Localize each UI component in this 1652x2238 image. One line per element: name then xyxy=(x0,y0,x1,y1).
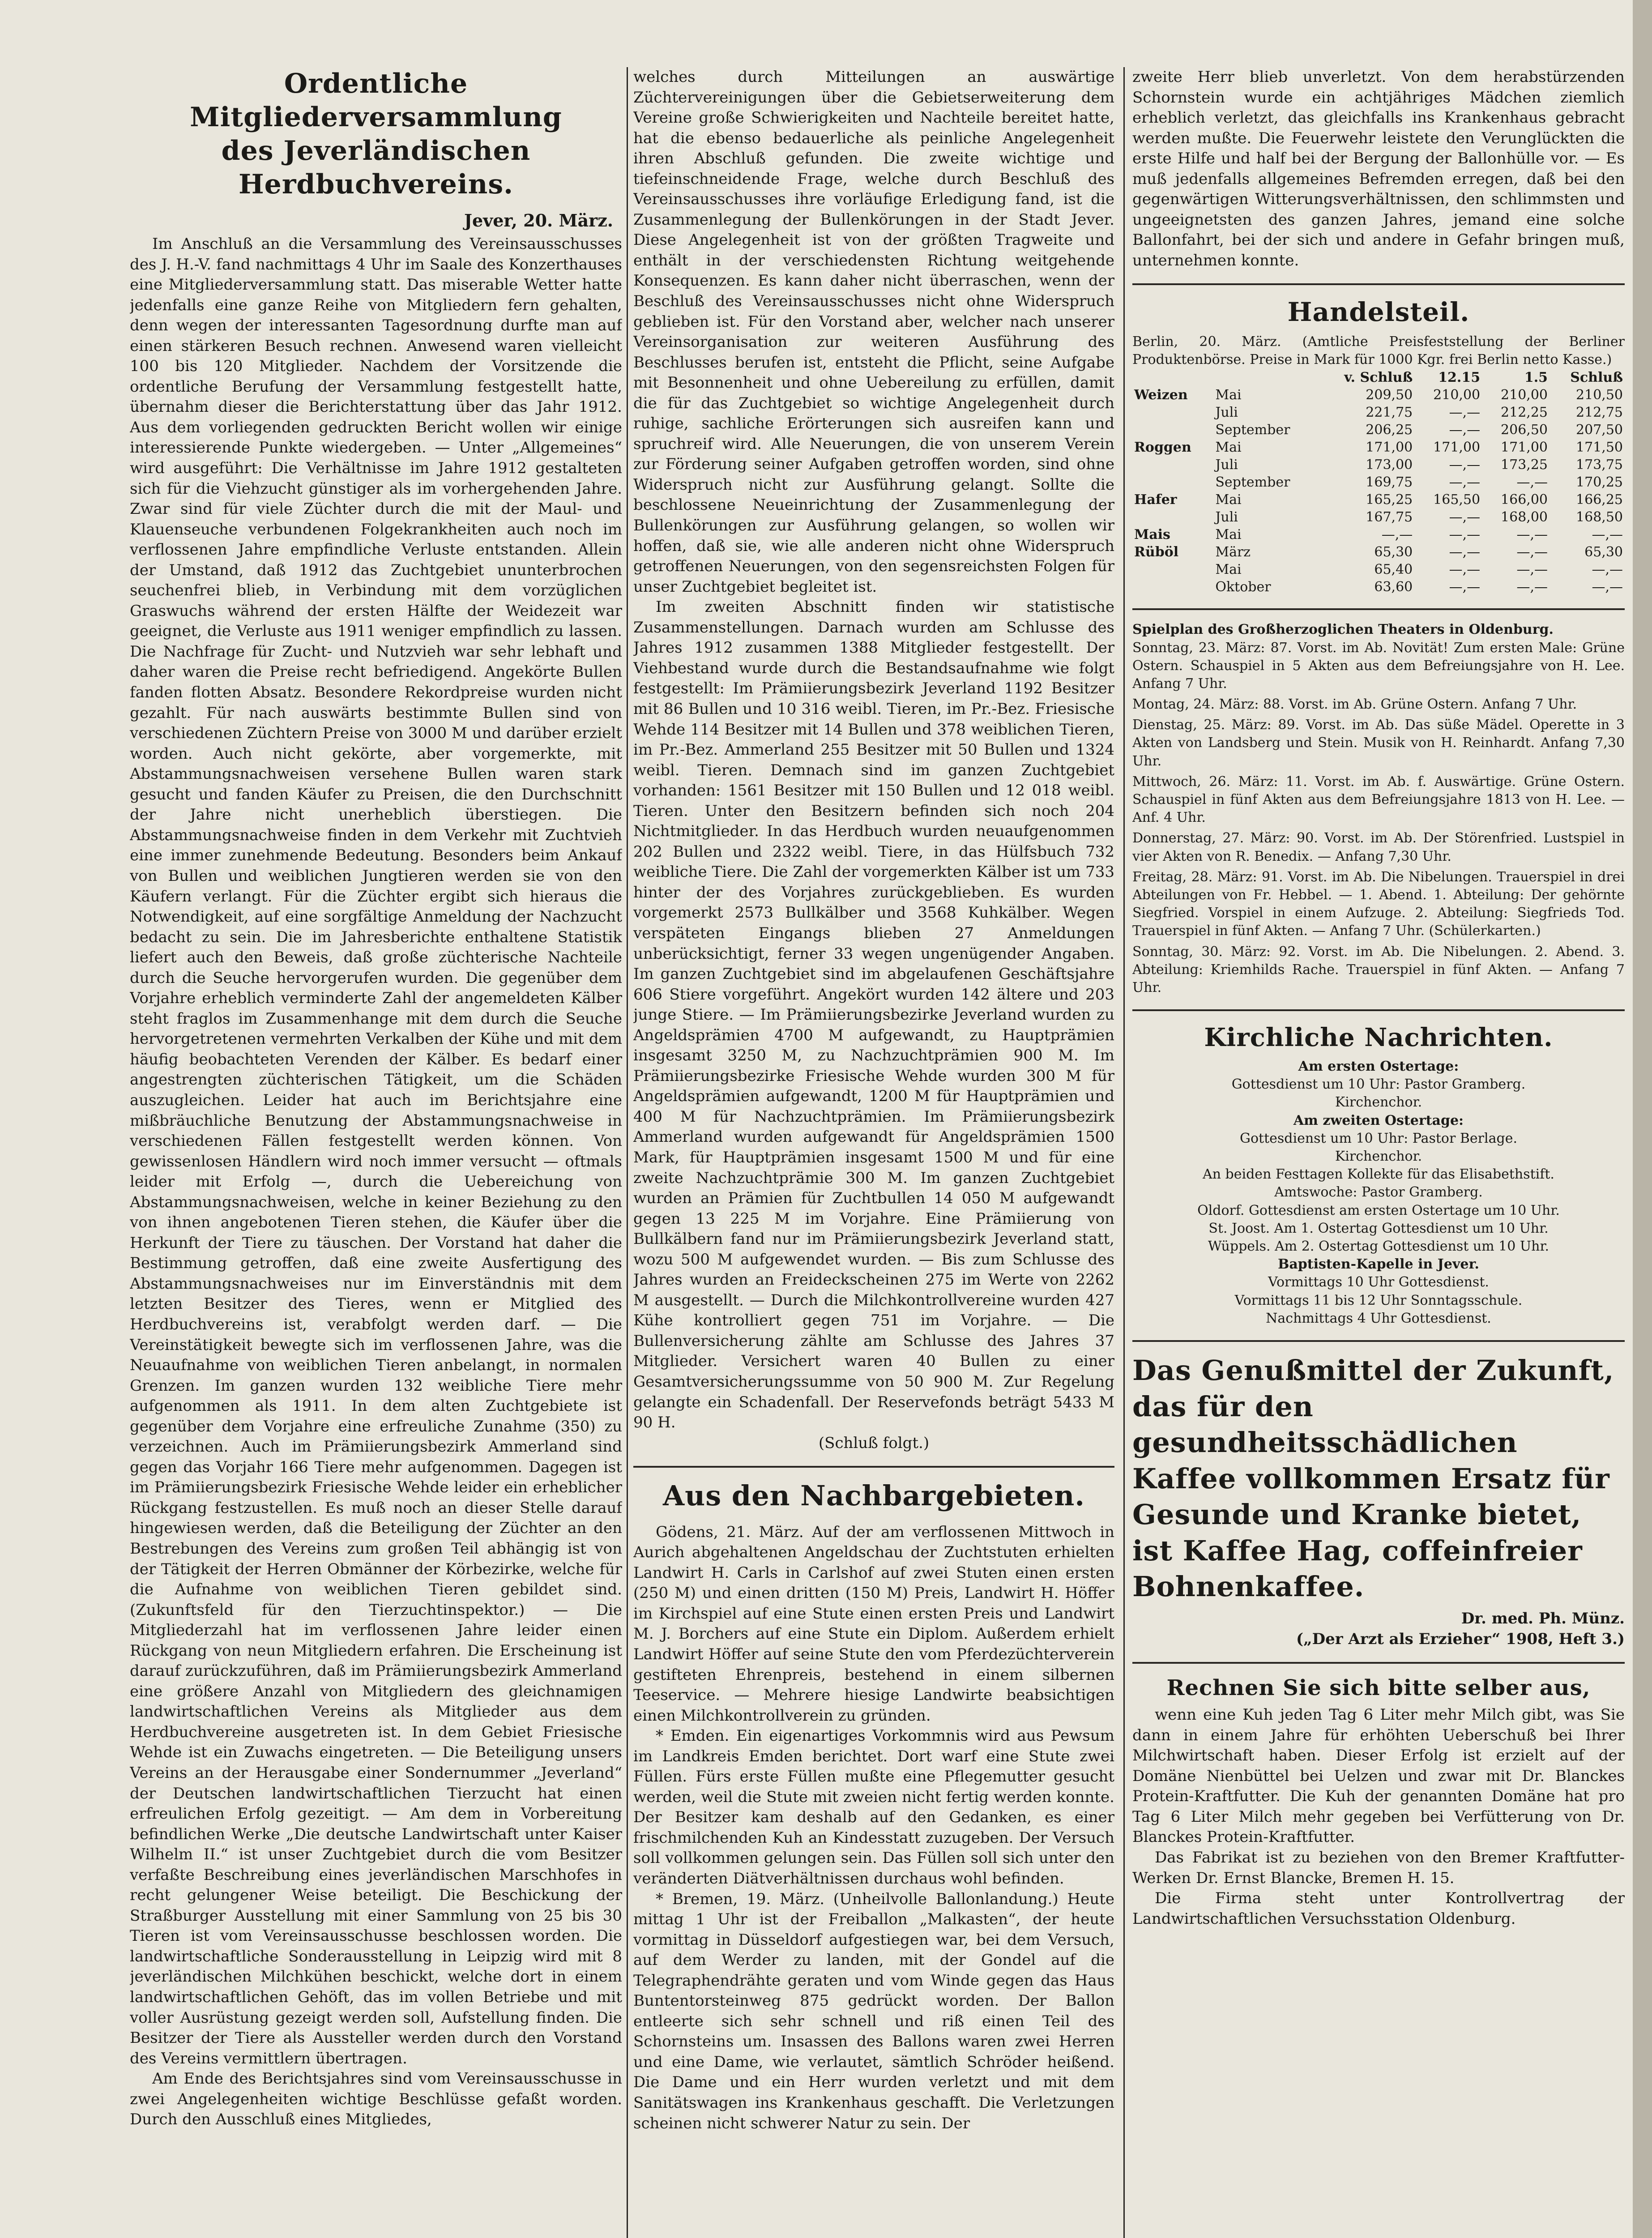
table-cell: Oktober xyxy=(1215,579,1271,595)
kirche-line: Kirchenchor. xyxy=(1335,1094,1422,1110)
table-cell: 173,25 xyxy=(1501,457,1548,473)
spielplan-entry: Mittwoch, 26. März: 11. Vorst. im Ab. f. Auswärtige. Grüne Ostern. Schauspiel in fünf Akten aus dem Befreiungsjahre 1813 von H. Lee. — Anf. 4 Uhr. xyxy=(1132,773,1625,826)
column-3 xyxy=(1132,67,1625,2238)
price-table xyxy=(1132,369,1625,596)
table-cell: —,— xyxy=(1516,544,1548,560)
table-header xyxy=(1213,369,1318,386)
kirche-line: Am ersten Ostertage: xyxy=(1298,1059,1459,1075)
article-headline xyxy=(130,67,622,201)
table-cell: Mai xyxy=(1215,387,1242,403)
table-cell xyxy=(1132,474,1213,491)
handel-title: Handelsteil. xyxy=(1287,297,1470,328)
table-cell xyxy=(1132,404,1213,421)
advert-title: Rechnen Sie sich bitte selber aus, xyxy=(1166,1675,1591,1701)
kirche-list xyxy=(1132,1058,1625,1328)
kirche-line: An beiden Festtagen Kollekte für das Elisabethstift. xyxy=(1203,1166,1554,1183)
section-title: Aus den Nachbargebieten. xyxy=(663,1479,1085,1512)
table-row xyxy=(1132,404,1625,421)
table-row xyxy=(1132,439,1625,456)
spielplan-entry: Donnerstag, 27. März: 90. Vorst. im Ab. Der Störenfried. Lustspiel in vier Akten von R. Benedix. — Anfang 7,30 Uhr. xyxy=(1132,830,1625,864)
table-cell: 165,25 xyxy=(1366,492,1413,508)
table-header xyxy=(1132,369,1213,386)
table-cell: 166,25 xyxy=(1576,492,1623,508)
section-rule xyxy=(1132,608,1625,610)
table-cell: 170,25 xyxy=(1576,474,1623,491)
table-cell xyxy=(1132,508,1213,526)
kirche-line: Am zweiten Ostertage: xyxy=(1293,1112,1464,1128)
table-header: v. Schluß xyxy=(1344,370,1413,386)
table-cell: —,— xyxy=(1449,544,1481,560)
table-cell: September xyxy=(1215,474,1290,491)
table-row xyxy=(1132,421,1625,439)
table-cell: —,— xyxy=(1516,562,1548,578)
table-cell xyxy=(1132,578,1213,596)
table-cell: 209,50 xyxy=(1366,387,1413,403)
table-cell: Roggen xyxy=(1134,440,1191,456)
table-header: 1.5 xyxy=(1524,370,1548,386)
table-cell xyxy=(1132,561,1213,578)
spielplan-entry: Sonntag, 23. März: 87. Vorst. im Ab. Novität! Zum ersten Male: Grüne Ostern. Schauspiel in 5 Akten aus dem Befreiungsjahre von H. Lee. Anfang 7 Uhr. xyxy=(1132,640,1625,692)
table-cell: 167,75 xyxy=(1366,509,1413,525)
kirche-line: St. Joost. Am 1. Ostertag Gottesdienst um 10 Uhr. xyxy=(1208,1220,1549,1236)
table-cell: —,— xyxy=(1449,405,1481,421)
article-paragraph: Am Ende des Berichtsjahres sind vom Vereinsausschusse in zwei Angelegenheiten wichtige Beschlüsse gefaßt worden. Durch den Ausschluß eines Mitgliedes, xyxy=(130,2070,622,2129)
spielplan-entry: Freitag, 28. März: 91. Vorst. im Ab. Die Nibelungen. Trauerspiel in drei Abteilungen von Fr. Hebbel. — 1. Abend. 1. Abteilung: Der gehörnte Siegfried. Vorspiel in einem Aufzuge. 2. Abteilung: Siegfrieds Tod. Trauerspiel in fünf Akten. — Anfang 7 Uhr. (Schülerkarten.) xyxy=(1132,869,1625,939)
table-cell: —,— xyxy=(1449,422,1481,438)
kirche-line: Nachmittags 4 Uhr Gottesdienst. xyxy=(1266,1310,1491,1326)
table-cell: —,— xyxy=(1516,579,1548,595)
table-cell: 171,00 xyxy=(1366,440,1413,456)
table-cell: 168,00 xyxy=(1501,509,1548,525)
dateline: Jever, 20. März. xyxy=(464,210,613,231)
table-row xyxy=(1132,561,1625,578)
handel-intro: Berlin, 20. März. (Amtliche Preisfeststellung der Berliner Produktenbörse. Preise in Mark für 1000 Kgr. frei Berlin netto Kasse.) xyxy=(1132,333,1625,368)
table-cell: 63,60 xyxy=(1374,579,1413,595)
table-cell: Hafer xyxy=(1134,492,1177,508)
spielplan-entry: Dienstag, 25. März: 89. Vorst. im Ab. Das süße Mädel. Operette in 3 Akten von Landsberg und Stein. Musik von H. Reinhardt. Anfang 7,30 Uhr. xyxy=(1132,717,1625,769)
news-item: * Bremen, 19. März. (Unheilvolle Ballonlandung.) Heute mittag 1 Uhr ist der Freiballon „Malkasten“, der heute vormittag in Düsseldorf aufgestiegen war, bei dem Versuch, auf dem Werder zu landen, mit der Gondel auf die Telegraphendrähte geraten und vom Winde gegen das Haus Buntentorsteinweg 875 gedrückt worden. Der Ballon entleerte sich sehr schnell und riß einen Teil des Schornsteins um. Insassen des Ballons waren zwei Herren und eine Dame, wie verlautet, sämtlich Schröder heißend. Die Dame und ein Herr wurden verletzt und mit dem Sanitätswagen ins Krankenhaus geschafft. Die Verletzungen scheinen nicht schwerer Natur zu sein. Der xyxy=(633,1890,1114,2132)
spielplan-list xyxy=(1132,639,1625,997)
spielplan-title: Spielplan des Großherzoglichen Theaters in Oldenburg. xyxy=(1132,622,1554,638)
table-cell: 206,25 xyxy=(1366,422,1413,438)
table-cell: —,— xyxy=(1449,527,1481,543)
kirche-line: Kirchenchor. xyxy=(1335,1149,1422,1165)
table-cell: 166,00 xyxy=(1501,492,1548,508)
table-cell: —,— xyxy=(1449,579,1481,595)
kirche-line: Vormittags 10 Uhr Gottesdienst. xyxy=(1268,1274,1489,1290)
section-rule xyxy=(1132,1009,1625,1011)
table-header: Schluß xyxy=(1570,370,1623,386)
table-row xyxy=(1132,456,1625,474)
table-cell: Juli xyxy=(1215,405,1238,421)
table-cell: 169,75 xyxy=(1366,474,1413,491)
table-cell: 65,40 xyxy=(1374,562,1413,578)
table-cell xyxy=(1132,421,1213,439)
article-paragraph: Im Anschluß an die Versammlung des Vereinsausschusses des J. H.-V. fand nachmittags 4 Uhr im Saale des Konzerthauses eine Mitgliederversammlung statt. Das miserable Wetter hatte jedenfalls eine ganze Reihe von Mitgliedern fern gehalten, denn wegen der interessanten Tagesordnung durfte man auf einen stärkeren Besuch rechnen. Anwesend waren vielleicht 100 bis 120 Mitglieder. Nachdem der Vorsitzende die ordentliche Berufung der Versammlung festgestellt hatte, übernahm dieser die Berichterstattung über das Jahr 1912. Aus dem vorliegenden gedruckten Bericht wollen wir einige interessierende Punkte wiedergeben. — Unter „Allgemeines“ wird ausgeführt: Die Verhältnisse im Jahre 1912 gestalteten sich für die Viehzucht günstiger als im vorhergehenden Jahre. Zwar sind für viele Züchter durch die mit der Maul- und Klauenseuche verbundenen Folgekrankheiten auch noch im verflossenen Jahre empfindliche Verluste entstanden. Allein der Umstand, daß 1912 das Zuchtgebiet ununterbrochen seuchenfrei blieb, in Verbindung mit dem vorzüglichen Graswuchs während der ersten Hälfte der Weidezeit war geeignet, die Verluste aus 1911 weniger empfindlich zu lassen. Die Nachfrage für Zucht- und Nutzvieh war sehr lebhaft und daher waren die Preise recht befriedigend. Angekörte Bullen fanden flotten Absatz. Besondere Rekordpreise wurden nicht gezahlt. Für nach auswärts bestimmte Bullen sind von verschiedenen Züchtern Preise von 3000 M und darüber erzielt worden. Auch nicht gekörte, aber vorgemerkte, mit Abstammungsnachweisen versehene Bullen waren stark gesucht und fanden Käufer zu Preisen, die den Durchschnitt der Jahre nicht unerheblich überstiegen. Die Abstammungsnachweise finden in dem Verkehr mit Zuchtvieh eine immer zunehmende Bedeutung. Besonders beim Ankauf von Bullen und weiblichen Jungtieren werden sie von den Käufern verlangt. Für die Züchter ergibt sich hieraus die Notwendigkeit, auf eine sorgfältige Anmeldung der Nachzucht bedacht zu sein. Die im Jahresberichte enthaltene Statistik liefert auch den Beweis, daß große züchterische Nachteile durch die Seuche hervorgerufen wurden. Die gegenüber dem Vorjahre erheblich verminderte Zahl der angemeldeten Kälber steht fraglos im Zusammenhange mit dem durch die Seuche hervorgetretenen vermehrten Verkalben der Kühe und mit dem häufig beobachteten Verenden der Kälber. Es bedarf einer angestrengten züchterischen Tätigkeit, um die Schäden auszugleichen. Leider hat auch im Berichtsjahre eine mißbräuchliche Benutzung der Abstammungsnachweise in verschiedenen Fällen festgestellt werden können. Von gewissenlosen Händlern wird noch immer versucht — oftmals leider mit Erfolg —, durch die Uebereichung von Abstammungsnachweisen, welche in keiner Beziehung zu den von ihnen angebotenen Tieren stehen, die Käufer über die Herkunft der Tiere zu täuschen. Der Vorstand hat daher die Bestimmung getroffen, daß eine zweite Ausfertigung des Abstammungsnachweises nur im Einverständnis mit dem letzten Besitzer des Tieres, wenn er Mitglied des Herdbuchvereins ist, verabfolgt werden darf. — Die Vereinstätigkeit bewegte sich im verflossenen Jahre, was die Neuaufnahme von weiblichen Tieren anbelangt, in normalen Grenzen. Im ganzen wurden 132 weibliche Tiere mehr aufgenommen als 1911. In dem alten Zuchtgebiete ist gegenüber dem Vorjahre eine erfreuliche Zunahme (350) zu verzeichnen. Auch im Prämiierungsbezirk Ammerland sind gegen das Vorjahr 166 Tiere mehr aufgenommen. Dagegen ist im Prämiierungsbezirk Friesische Wehde leider ein erheblicher Rückgang festzustellen. Es muß noch an dieser Stelle darauf hingewiesen werden, daß die Beteiligung der Züchter an den Bestrebungen des Vereins zum großen Teil abhängig ist von der Tätigkeit der Herren Obmänner der Körbezirke, welche für die Aufnahme von weiblichen Tieren gebildet sind. (Zukunftsfeld für den Tierzuchtinspektor.) — Die Mitgliederzahl hat im verflossenen Jahre leider einen Rückgang von neun Mitgliedern erfahren. Die Erscheinung ist darauf zurückzuführen, daß im Prämiierungsbezirk Ammerland eine größere Anzahl von Mitgliedern des gleichnamigen landwirtschaftlichen Vereins als Mitglieder aus dem Herdbuchvereine ausgetreten ist. In dem Gebiet Friesische Wehde ist ein Zuwachs eingetreten. — Die Beteiligung unsers Vereins an der Herausgabe einer Sondernummer „Jeverland“ der Deutschen landwirtschaftlichen Tierzucht hat einen erfreulichen Erfolg gezeitigt. — Am dem in Vorbereitung befindlichen Werke „Die deutsche Landwirtschaft unter Kaiser Wilhelm II.“ ist unser Zuchtgebiet durch die vom Besitzer verfaßte Beschreibung eines jeverländischen Marschhofes in recht gelungener Weise beteiligt. Die Beschickung der Straßburger Ausstellung mit einer Sammlung von 25 bis 30 Tieren ist vom Vereinsausschusse beschlossen worden. Die landwirtschaftliche Sonderausstellung in Leipzig wird mit 8 jeverländischen Milchkühen beschickt, welche dort in einem landwirtschaftlichen Gehöft, das im vollen Betriebe und mit voller Ausrüstung gezeigt werden soll, Aufstellung finden. Die Besitzer der Tiere als Aussteller werden durch den Vorstand des Vereins vermittlern übertragen. xyxy=(130,235,622,2067)
headline-line-2: des Jeverländischen Herdbuchvereins. xyxy=(221,135,531,200)
section-rule xyxy=(1132,1662,1625,1664)
table-cell: 65,30 xyxy=(1374,544,1413,560)
kirche-line: Amtswoche: Pastor Gramberg. xyxy=(1274,1184,1483,1200)
table-cell: 210,50 xyxy=(1576,387,1623,403)
table-cell: Mai xyxy=(1215,562,1242,578)
table-cell: September xyxy=(1215,422,1290,438)
table-cell: —,— xyxy=(1592,562,1623,578)
table-cell: 210,00 xyxy=(1501,387,1548,403)
table-cell: 171,00 xyxy=(1433,440,1481,456)
table-cell: —,— xyxy=(1381,527,1413,543)
table-cell: 212,75 xyxy=(1576,405,1623,421)
news-item: Gödens, 21. März. Auf der am verflossenen Mittwoch in Aurich abgehaltenen Angeldschau der Zuchtstuten erhielten Landwirt H. Carls in Carlshof auf zwei Stuten einen ersten (250 M) und einen dritten (150 M) Preis, Landwirt H. Höffer im Kirchspiel auf eine Stute einen ersten Preis und Landwirt M. J. Borchers auf eine Stute ein Diplom. Außerdem erhielt Landwirt Höffer auf seine Stute den vom Pferdezüchterverein gestifteten Ehrenpreis, bestehend in einem silbernen Teeservice. — Mehrere hiesige Landwirte beabsichtigen einen Milchkontrollverein zu gründen. xyxy=(633,1523,1114,1725)
advert-kaffee-hag: Das Genußmittel der Zukunft, das für den gesundheitsschädlichen Kaffee vollkommen Ersatz für Gesunde und Kranke bietet, ist Kaffee Hag, coffeinfreier Bohnenkaffee. xyxy=(1132,1354,1614,1603)
news-item: * Emden. Ein eigenartiges Vorkommnis wird aus Pewsum im Landkreis Emden berichtet. Dort warf eine Stute zwei Füllen. Fürs erste Füllen mußte eine Pflegemutter gesucht werden, weil die Stute mit zweien nicht fertig werden konnte. Der Besitzer kam deshalb auf den Gedanken, es einer frischmilchenden Kuh an Kindesstatt zuzugeben. Der Versuch soll vollkommen gelungen sein. Das Füllen soll sich unter den veränderten Diätverhältnissen durchaus wohl befinden. xyxy=(633,1727,1114,1888)
table-header: 12.15 xyxy=(1438,370,1481,386)
table-cell: 210,00 xyxy=(1433,387,1481,403)
table-cell: 212,25 xyxy=(1501,405,1548,421)
table-row xyxy=(1132,578,1625,596)
kirche-line: Gottesdienst um 10 Uhr: Pastor Berlage. xyxy=(1240,1130,1517,1146)
column-1 xyxy=(130,67,622,2238)
advert-source: („Der Arzt als Erzieher“ 1908, Heft 3.) xyxy=(1296,1630,1625,1648)
table-cell: —,— xyxy=(1516,527,1548,543)
article-paragraph: welches durch Mitteilungen an auswärtige Züchtervereinigungen über die Gebietserweiterung dem Vereine große Schwierigkeiten und Nachteile bereitet hatte, hat die ebenso bedauerliche als peinliche Angelegenheit ihren Abschluß gefunden. Die zweite wichtige und tiefeinschneidende Frage, welche durch Beschluß des Vereinsausschusses ihre vorläufige Erledigung fand, ist die Zusammenlegung der Bullenkörungen in der Stadt Jever. Diese Angelegenheit ist von der größten Tragweite und enthält in der verschiedensten Richtung weitgehende Konsequenzen. Es kann daher nicht überraschen, wenn der Beschluß des Vereinsausschusses nicht ohne Widerspruch geblieben ist. Für den Vorstand aber, welcher nach unserer Vereinsorganisation zur weiteren Ausführung des Beschlusses berufen ist, entsteht die Pflicht, seine Aufgabe mit Besonnenheit und ohne Uebereilung zu erfüllen, damit die für das Zuchtgebiet so wichtige Angelegenheit durch ruhige, sachliche Erörterungen sich ausreifen kann und spruchreif wird. Alle Neuerungen, die von unserem Verein zur Förderung seiner Aufgaben getroffen worden, sind ohne Widerspruch nicht zur Ausführung gelangt. Sollte die beschlossene Neueinrichtung der Zusammenlegung der Bullenkörungen zur Ausführung gelangen, so wollen wir hoffen, daß sie, wie alle anderen nicht ohne Widerspruch getroffenen Neuerungen, von den segensreichsten Folgen für unser Zuchtgebiet begleitet ist. xyxy=(633,68,1114,596)
table-cell: —,— xyxy=(1592,579,1623,595)
table-cell: März xyxy=(1215,544,1251,560)
advert-paragraph: Das Fabrikat ist zu beziehen von den Bremer Kraftfutter-Werken Dr. Ernst Blancke, Bremen H. 15. xyxy=(1132,1848,1625,1887)
table-cell: Weizen xyxy=(1134,387,1188,403)
table-cell: —,— xyxy=(1516,474,1548,491)
table-cell: 168,50 xyxy=(1576,509,1623,525)
kirche-line: Vormittags 11 bis 12 Uhr Sonntagsschule. xyxy=(1234,1292,1523,1308)
spielplan-entry: Montag, 24. März: 88. Vorst. im Ab. Grüne Ostern. Anfang 7 Uhr. xyxy=(1132,696,1577,713)
table-row xyxy=(1132,491,1625,508)
kirche-title: Kirchliche Nachrichten. xyxy=(1204,1023,1553,1053)
page-edge-strip xyxy=(1633,0,1652,2238)
article-paragraph: Im zweiten Abschnitt finden wir statistische Zusammenstellungen. Darnach wurden am Schlusse des Jahres 1912 zusammen 1388 Mitglieder festgestellt. Der Viehbestand wurde durch die Bestandsaufnahme wie folgt festgestellt: Im Prämiierungsbezirk Jeverland 1192 Besitzer mit 86 Bullen und 10 316 weibl. Tieren, im Pr.-Bez. Friesische Wehde 114 Besitzer mit 14 Bullen und 378 weiblichen Tieren, im Pr.-Bez. Ammerland 255 Besitzer mit 50 Bullen und 1324 weibl. Tieren. Demnach sind im ganzen Zuchtgebiet vorhanden: 1561 Besitzer mit 150 Bullen und 12 018 weibl. Tieren. Unter den Besitzern befinden sich noch 204 Nichtmitglieder. In das Herdbuch wurden neuaufgenommen 202 Bullen und 2322 weibl. Tiere, in das Hülfsbuch 732 weibliche Tiere. Die Zahl der vorgemerkten Kälber ist um 733 hinter der des Vorjahres zurückgeblieben. Es wurden vorgemerkt 2573 Bullkälber und 3568 Kuhkälber. Wegen verspäteten Eingangs blieben 27 Anmeldungen unberücksichtigt, ferner 33 wegen ungenügender Angaben. Im ganzen Zuchtgebiet sind im abgelaufenen Geschäftsjahre 606 Stiere vorgeführt. Angekört wurden 142 ältere und 203 junge Stiere. — Im Prämiierungsbezirke Jeverland wurden zu Angeldsprämien 4700 M aufgewandt, zu Hauptprämien insgesamt 3250 M, zu Nachzuchtprämien 900 M. Im Prämiierungsbezirke Friesische Wehde wurden 300 M für Angeldsprämien aufgewandt, 1200 M für Hauptprämien und 400 M für Nachzuchtprämien. Im Prämiierungsbezirk Ammerland wurden aufgewandt für Angeldsprämien 1500 Mark, für Hauptprämien insgesamt 1500 M und für eine zweite Nachzuchtprämie 300 M. Im ganzen Zuchtgebiet wurden an Prämien für Zuchtbullen 14 050 M aufgewandt gegen 13 225 M im Vorjahre. Eine Prämiierung von Bullkälbern fand nur im Prämiierungsbezirk Jeverland statt, wozu 500 M aufgewendet wurden. — Bis zum Schlusse des Jahres wurden an Freideckscheinen 275 im Werte von 2262 M ausgestellt. — Durch die Milchkontrollvereine wurden 427 Kühe kontrolliert gegen 751 im Vorjahre. — Die Bullenversicherung zählte am Schlusse des Jahres 37 Mitglieder. Versichert waren 40 Bullen zu einer Gesamtversicherungssumme von 50 900 M. Zur Regelung gelangte ein Schadenfall. Der Reservefonds beträgt 5433 M 90 H. xyxy=(633,598,1114,1432)
table-cell: Mais xyxy=(1134,527,1170,543)
table-cell: 171,00 xyxy=(1501,440,1548,456)
table-cell: —,— xyxy=(1449,457,1481,473)
column-2 xyxy=(633,67,1114,2238)
table-cell: 207,50 xyxy=(1576,422,1623,438)
table-cell: —,— xyxy=(1449,509,1481,525)
column-divider xyxy=(1123,67,1125,2238)
table-row xyxy=(1132,543,1625,561)
table-cell: Mai xyxy=(1215,440,1242,456)
table-cell: 221,75 xyxy=(1366,405,1413,421)
table-row xyxy=(1132,508,1625,526)
column-divider xyxy=(627,67,628,2238)
kirche-line: Oldorf. Gottesdienst am ersten Ostertage um 10 Uhr. xyxy=(1197,1202,1560,1218)
table-cell: 173,75 xyxy=(1576,457,1623,473)
section-rule xyxy=(1132,283,1625,285)
section-rule xyxy=(633,1466,1114,1468)
advert-author: Dr. med. Ph. Münz. xyxy=(1461,1610,1625,1628)
table-cell: 173,00 xyxy=(1366,457,1413,473)
table-cell: 206,50 xyxy=(1501,422,1548,438)
table-cell: —,— xyxy=(1592,527,1623,543)
table-row xyxy=(1132,386,1625,404)
table-row xyxy=(1132,474,1625,491)
table-cell: —,— xyxy=(1449,562,1481,578)
price-table-body xyxy=(1132,386,1625,596)
table-cell: Mai xyxy=(1215,492,1242,508)
kirche-line: Wüppels. Am 2. Ostertag Gottesdienst um 10 Uhr. xyxy=(1208,1238,1550,1254)
table-cell: Juli xyxy=(1215,457,1238,473)
table-cell: 171,50 xyxy=(1576,440,1623,456)
continued-note: (Schluß folgt.) xyxy=(818,1434,930,1452)
article-paragraph: zweite Herr blieb unverletzt. Von dem herabstürzenden Schornstein wurde ein achtjähriges Mädchen ziemlich erheblich verletzt, das gleichfalls ins Krankenhaus gebracht werden mußte. Die Feuerwehr leistete den Verunglückten die erste Hilfe und half bei der Bergung der Ballonhülle vor. — Es muß jedenfalls allgemeines Befremden erregen, daß bei den gegenwärtigen Witterungsverhältnissen, den schlimmsten und ungeeignetsten des ganzen Jahres, jemand eine solche Ballonfahrt, bei der sich und andere in Gefahr bringen muß, unternehmen konnte. xyxy=(1132,68,1625,269)
table-cell: Mai xyxy=(1215,527,1242,543)
table-cell: Juli xyxy=(1215,509,1238,525)
table-cell: 65,30 xyxy=(1584,544,1623,560)
kirche-line: Gottesdienst um 10 Uhr: Pastor Gramberg. xyxy=(1231,1076,1526,1093)
advert-paragraph: wenn eine Kuh jeden Tag 6 Liter mehr Milch gibt, was Sie dann in einem Jahre für erhöhten Ueberschuß bei Ihrer Milchwirtschaft haben. Dieser Erfolg ist erzielt auf der Domäne Nienbüttel bei Uelzen und zwar mit Dr. Blanckes Protein-Kraftfutter. Die Kuh der genannten Domäne hat pro Tag 6 Liter Milch mehr gegeben bei Verfütterung von Dr. Blanckes Protein-Kraftfutter. xyxy=(1132,1706,1625,1846)
table-cell: 165,50 xyxy=(1433,492,1481,508)
table-row xyxy=(1132,526,1625,543)
headline-line-1: Ordentliche Mitgliederversammlung xyxy=(190,68,562,133)
advert-paragraph: Die Firma steht unter Kontrollvertrag der Landwirtschaftlichen Versuchsstation Oldenburg. xyxy=(1132,1889,1625,1928)
kirche-line: Baptisten-Kapelle in Jever. xyxy=(1278,1256,1479,1273)
table-cell: Rüböl xyxy=(1134,544,1179,560)
table-cell: —,— xyxy=(1449,474,1481,491)
spielplan-entry: Sonntag, 30. März: 92. Vorst. im Ab. Die Nibelungen. 2. Abend. 3. Abteilung: Kriemhilds Rache. Trauerspiel in fünf Akten. — Anfang 7 Uhr. xyxy=(1132,944,1625,995)
section-rule xyxy=(1132,1340,1625,1342)
table-cell xyxy=(1132,456,1213,474)
table-header-row xyxy=(1132,369,1625,386)
